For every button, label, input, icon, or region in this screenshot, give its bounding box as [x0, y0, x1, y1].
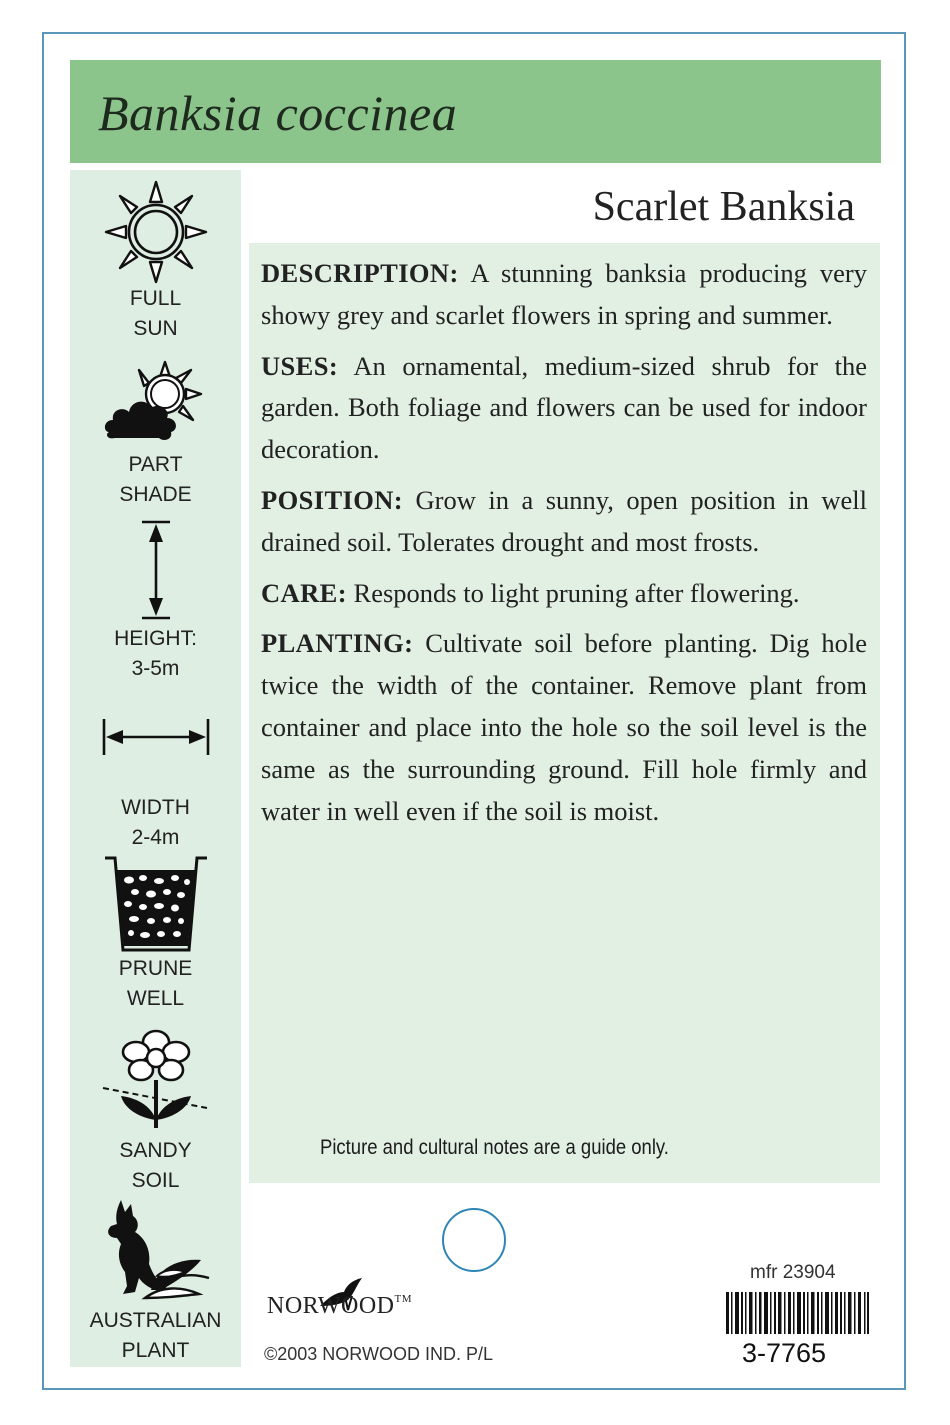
- copyright-text: ©2003 NORWOOD IND. P/L: [264, 1344, 493, 1364]
- soil-label-2: SOIL: [131, 1169, 180, 1192]
- origin-label-2: PLANT: [121, 1339, 190, 1362]
- care-text-body: Responds to light pruning after flowering.: [353, 577, 800, 608]
- soil-label: SANDY: [119, 1139, 192, 1162]
- barcode: [726, 1292, 869, 1334]
- care-text: [261, 253, 867, 841]
- planting-heading: PLANTING:: [261, 628, 414, 659]
- norwood-brand: [267, 1293, 412, 1320]
- planting-text: Cultivate soil before planting. Dig hole twice the width of the container. Remove plant from container and place into the hole so the soil level is the same as the surrounding ground. Fill hole firmly and water in well even if the soil is moist.: [261, 628, 867, 826]
- mfr-number: mfr 23904: [750, 1262, 836, 1283]
- full-sun-block: [70, 180, 241, 344]
- care-heading: CARE:: [261, 577, 347, 608]
- trademark-mark: TM: [394, 1293, 412, 1305]
- width-arrow-icon: [101, 715, 211, 759]
- brand-name: NORWOOD: [267, 1293, 395, 1319]
- position-paragraph: [261, 480, 867, 564]
- botanical-name: Banksia coccinea: [98, 85, 458, 141]
- title-banner: [70, 60, 881, 163]
- width-label: WIDTH: [121, 796, 190, 819]
- common-name: Scarlet Banksia: [592, 184, 855, 230]
- product-code: 3-7765: [742, 1338, 827, 1368]
- kangaroo-icon: [101, 1198, 211, 1302]
- description-paragraph: [261, 253, 867, 337]
- height-label: HEIGHT:: [114, 627, 197, 650]
- hanger-hole: [442, 1208, 506, 1272]
- prune-block: [70, 854, 241, 1014]
- soil-block: [70, 1028, 241, 1196]
- part-shade-icon: [101, 360, 211, 446]
- height-value: 3-5m: [131, 657, 180, 680]
- sun-icon: [104, 180, 208, 284]
- pot-icon: [101, 854, 211, 954]
- position-text: Grow in a sunny, open position in well drained soil. Tolerates drought and most frosts.: [261, 484, 868, 557]
- uses-paragraph: [261, 346, 867, 471]
- position-heading: POSITION:: [261, 484, 404, 515]
- full-sun-label-2: SUN: [133, 317, 178, 340]
- height-block: [70, 520, 241, 684]
- guide-disclaimer: Picture and cultural notes are a guide only.: [320, 1136, 669, 1159]
- description-panel: [249, 243, 880, 1183]
- part-shade-block: [70, 360, 241, 510]
- planting-paragraph: [261, 623, 867, 832]
- prune-label: PRUNE: [118, 957, 193, 980]
- origin-label: AUSTRALIAN: [89, 1309, 222, 1332]
- care-sidebar: [70, 170, 241, 1367]
- prune-flower-icon: [101, 1028, 211, 1134]
- full-sun-label: FULL: [129, 287, 182, 310]
- part-shade-label: PART: [128, 453, 183, 476]
- origin-block: [70, 1198, 241, 1366]
- description-heading: DESCRIPTION:: [261, 258, 459, 288]
- width-value: 2-4m: [131, 826, 180, 849]
- description-text: A stunning banksia producing very showy grey and scarlet flowers in spring and summer.: [261, 258, 867, 330]
- width-block: [70, 715, 241, 853]
- prune-label-2: WELL: [126, 987, 185, 1010]
- care-paragraph: [261, 573, 867, 615]
- uses-heading: USES:: [261, 350, 339, 381]
- uses-text: An ornamental, medium-sized shrub for the garden. Both foliage and flowers can be used for indoor decoration.: [261, 350, 867, 465]
- height-arrow-icon: [136, 520, 176, 620]
- part-shade-label-2: SHADE: [119, 483, 192, 506]
